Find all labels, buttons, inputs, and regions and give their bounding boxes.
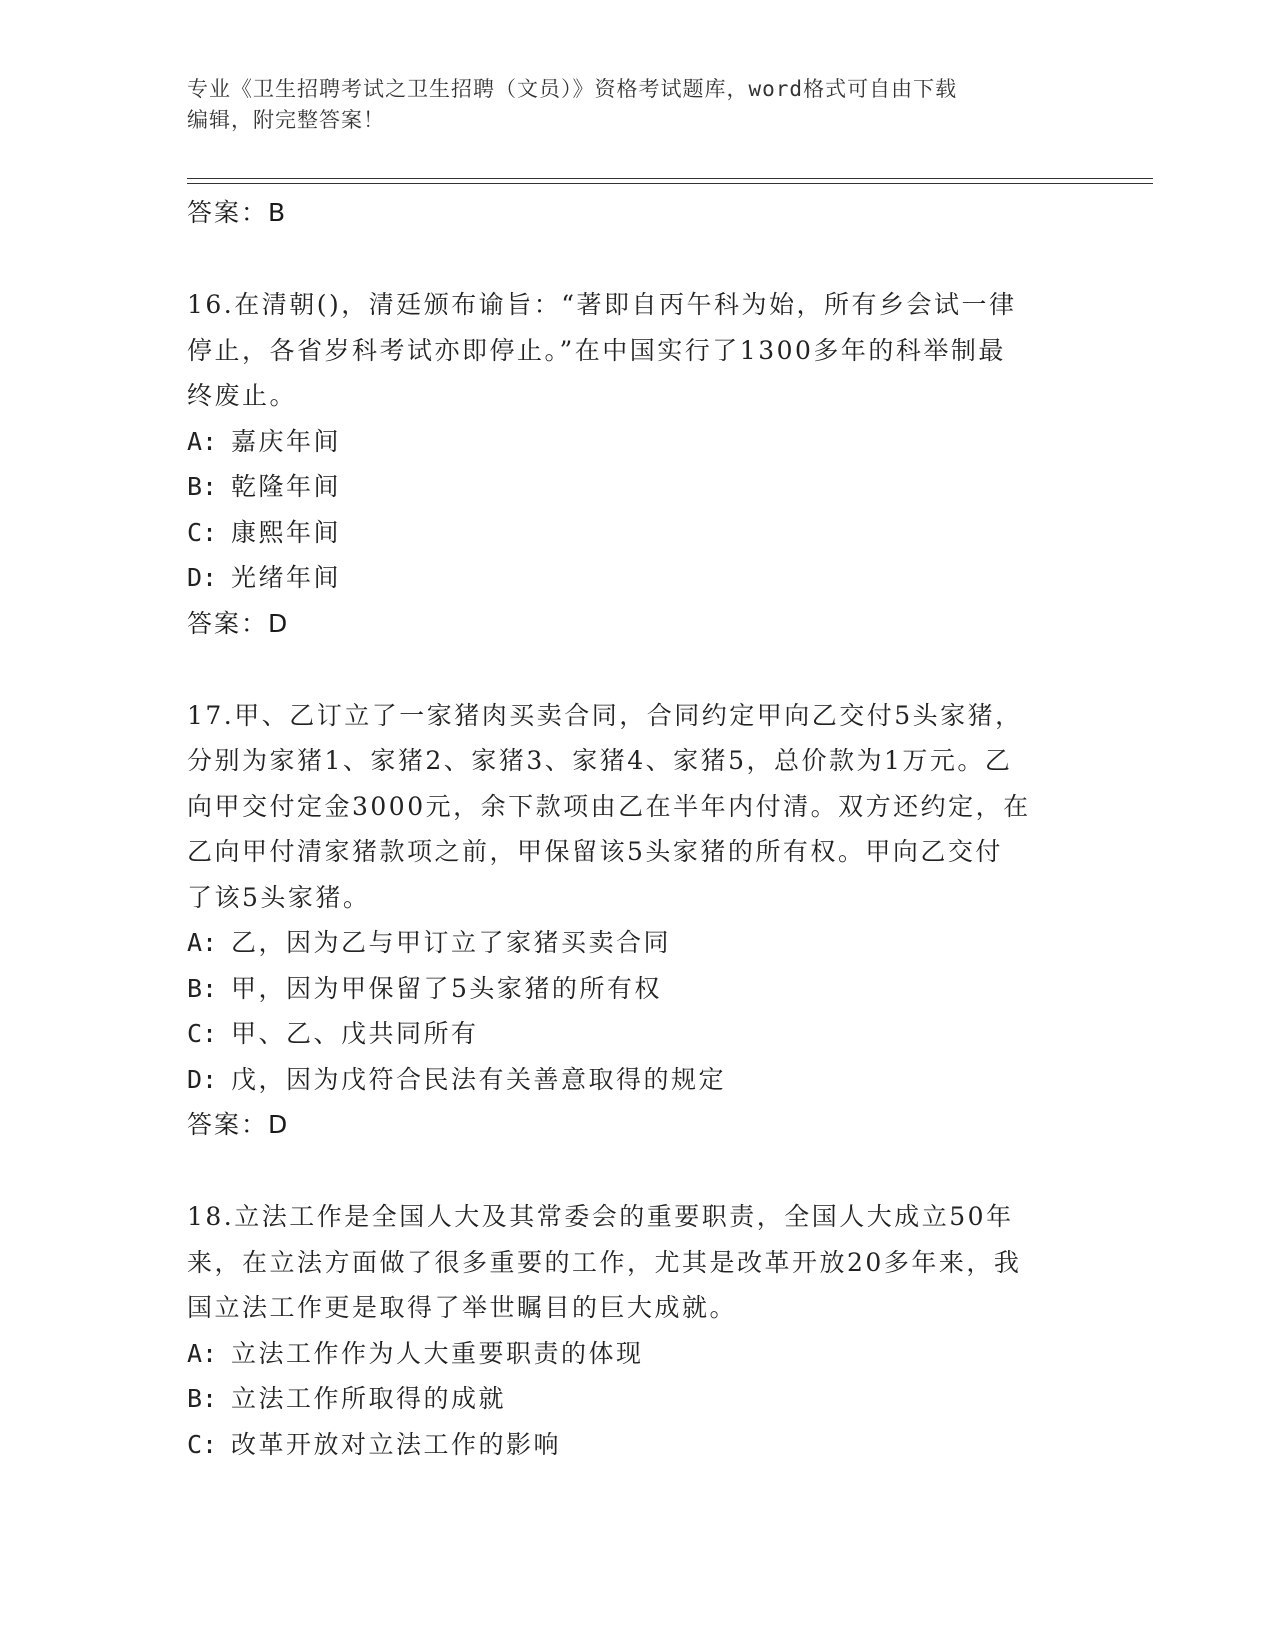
question-18-stem: [187, 1194, 1087, 1331]
option-b: B: 乾隆年间: [187, 472, 342, 501]
header-divider-top: [187, 178, 1153, 179]
question-text-line: 17.甲、乙订立了一家猪肉买卖合同，合同约定甲向乙交付5头家猪，: [187, 700, 1023, 730]
option-d: D: 光绪年间: [187, 563, 342, 592]
spacer: [187, 236, 1087, 282]
question-text-line: 向甲交付定金3000元，余下款项由乙在半年内付清。双方还约定，在: [187, 791, 1031, 821]
header-divider-bottom: [187, 183, 1153, 184]
option-b: B: 立法工作所取得的成就: [187, 1384, 507, 1413]
question-16-stem: [187, 282, 1087, 419]
question-16-answer: 答案：D: [187, 608, 290, 638]
question-17: [187, 693, 1087, 1149]
header-line-2: 编辑，附完整答案！: [187, 108, 385, 132]
question-text-line: 16.在清朝()，清廷颁布谕旨：“著即自丙午科为始，所有乡会试一律: [187, 290, 1017, 319]
question-text-line: 来，在立法方面做了很多重要的工作，尤其是改革开放20多年来，我: [187, 1247, 1022, 1277]
question-16: [187, 282, 1087, 647]
question-text-line: 乙向甲付清家猪款项之前，甲保留该5头家猪的所有权。甲向乙交付: [187, 837, 1003, 866]
option-b: B: 甲，因为甲保留了5头家猪的所有权: [187, 973, 662, 1003]
question-17-answer: 答案：D: [187, 1110, 290, 1139]
spacer: [187, 1148, 1087, 1194]
question-text-line: 18.立法工作是全国人大及其常委会的重要职责，全国人大成立50年: [187, 1202, 1014, 1231]
spacer: [187, 647, 1087, 693]
option-d: D: 戊，因为戊符合民法有关善意取得的规定: [187, 1064, 727, 1094]
question-list: [187, 190, 1087, 1467]
header-line-1: 专业《卫生招聘考试之卫生招聘（文员）》资格考试题库，word格式可自由下载: [187, 77, 958, 101]
question-text-line: 终废止。: [187, 381, 298, 410]
question-text-line: 国立法工作更是取得了举世瞩目的巨大成就。: [187, 1293, 738, 1322]
option-c: C: 康熙年间: [187, 517, 342, 547]
option-c: C: 改革开放对立法工作的影响: [187, 1429, 562, 1459]
page-header: [187, 74, 1087, 136]
question-text-line: 了该5头家猪。: [187, 882, 371, 912]
option-a: A: 嘉庆年间: [187, 426, 342, 456]
question-text-line: 停止，各省岁科考试亦即停止。”在中国实行了1300多年的科举制最: [187, 335, 1006, 365]
option-c: C: 甲、乙、戊共同所有: [187, 1019, 479, 1048]
option-a: A: 乙，因为乙与甲订立了家猪买卖合同: [187, 928, 672, 957]
question-17-stem: [187, 693, 1087, 921]
question-text-line: 分别为家猪1、家猪2、家猪3、家猪4、家猪5，总价款为1万元。乙: [187, 746, 1013, 775]
previous-answer: 答案：B: [187, 198, 288, 227]
option-a: A: 立法工作作为人大重要职责的体现: [187, 1338, 644, 1368]
question-18: [187, 1194, 1087, 1467]
